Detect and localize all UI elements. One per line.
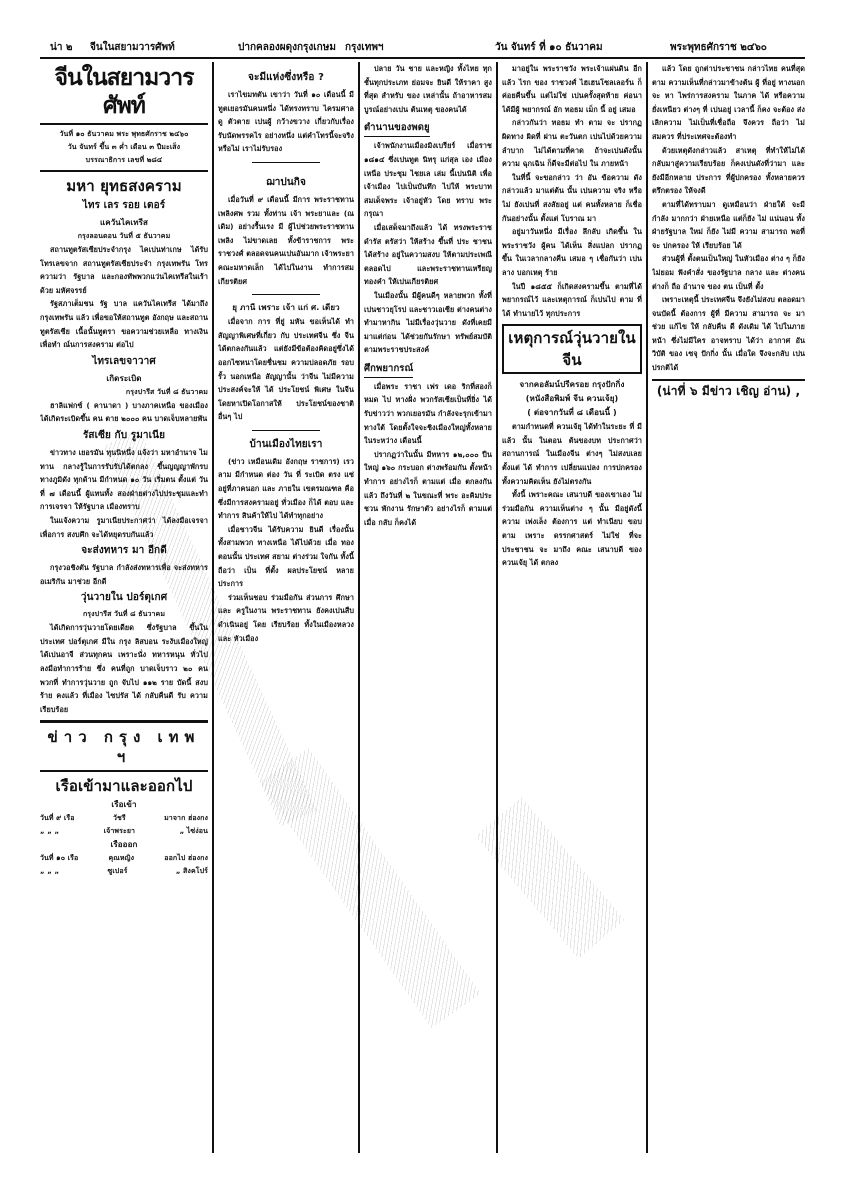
article-paragraph: เจ้าพนักงานเมืองมิงเบรียร์ เมื่อราช ๑๘๑๔ ซึ่งเปนทูต นิทรุ แก่สุล เอง เมืองเหนือ ประชุม ไชยเล เล่ม นี้เปนนิติ เพื่อเจ้าเมือง ไปเป็นบันทึก ไปให้ พระบาท สมเด็จพระ เจ้าอยู่หัว โดย ทราบ พระ กรุณา (364, 141, 492, 219)
issue-line: วัน จันทร์ ขึ้น ๓ ค่ำ เดือน ๓ ปีมะเส็ง (67, 143, 181, 151)
article-paragraph: เมื่อพระ ราชา เฟร เดอ ริกที่สองก็หมด ไป ทางฝั่ง พวกรัสเซียเป็นที่ยิ่ง ได้รับข่าวว่า พวกเยอรมัน กำลังจะรุกเข้ามาทางใต้ โดยตั้งใจจะชิงเมืองใหญ่ทั้งหลาย ในระหว่าง เดือนนี้ (364, 381, 492, 446)
headline-box: เหตุการณ์วุ่นวายในจีน (502, 324, 642, 374)
headline: เรือเข้ามาและออกไป (55, 777, 193, 796)
column-divider (358, 62, 360, 1153)
column-5 (652, 62, 805, 1153)
article-paragraph: สถานทูตรัสเซียประจำกรุง ไคเปนท่าเกษ ได้รับโทรเลขจาก สถานทูตรัสเซียประจำ กรุงเทพรัน โทรความว่า รัฐบาล และกองทัพพวกแว่นไคเทรีสในเร้าด้วย มหัศจรรย์ (40, 245, 208, 295)
issue-line: วันที่ ๑๐ ธันวาคม พระ พุทธศักราช ๒๔๖๐ (59, 130, 189, 138)
article-paragraph: เพราะเหตุนี้ ประเทศจีน จึงยังไม่สงบ ตลอดมา จนบัดนี้ ต้องการ ผู้ที่ มีความ สามารถ จะ มาช่วย แก้ไข ให้ กลับคืน ดี ดังเดิม ได้ ไปในภายหน้า ซึ่งไม่มีใคร อาจทราบ ได้ว่า อากาศ อันวิบัติ ของ เซจุ ปักกิ่ง นั้น เมื่อใด จึงจะกลับ เปนปรกติได้ (652, 295, 805, 373)
headline: จะส่งทหาร มา อีกดี (81, 545, 167, 557)
subheading: (หนังสือพิมพ์ จีน ควนเจ้ยุ) (525, 394, 619, 404)
separator (252, 430, 320, 431)
column-divider (212, 62, 214, 1153)
headline: รัสเซีย กับ รูมาเนีย (82, 429, 166, 441)
column-3 (364, 62, 492, 1153)
headline: วุ่นวายใน ปอร์ตุเกศ (80, 592, 168, 604)
page-header (40, 38, 805, 56)
ship-row: „ „ „ เจ้าพระยา „ ไซ่ง่อน (40, 827, 208, 836)
article-paragraph: แล้ว โดย ถูกต่าประชาชน กล่าวไทย คนที่สุด ตาม ความเห็นที่กล่าวมาข้างต้น ผู้ ที่อยู่ ทางนอก จะ หา ไพร่การสงคราม ในภาค ได้ หรือความ ยั่งเหนียว ต่างๆ ที่ เปนอยู่ เวลานี้ ก็คง จะต้อง ส่ง เลิกความ ไม่เป็นที่เชื่อถือ จึงควร ถือว่า ไม่สมควร ที่ประเทศจะต้องทำ (652, 64, 805, 141)
dateline: กรุงปารีส วันที่ ๘ ธันวาคม (125, 387, 208, 396)
section-rule (652, 379, 805, 381)
continued-note: (น่าที่ ๖ มีข่าว เชิญ อ่าน) , (656, 383, 801, 398)
editor-line: บรรณาธิการ เลขที่ ๒๘๔ (85, 156, 163, 164)
column-divider (496, 62, 498, 1153)
headline: บ้านเมืองไทยเรา (249, 438, 323, 450)
article-paragraph: ส่วนผู้ที่ ตั้งตนเป็นใหญ่ ในหัวเมือง ต่าง ๆ ก็ยังไม่ยอม ฟังคำสั่ง ของรัฐบาล กลาง และ ต่างคนต่างก็ ถือ อำนาจ ของ ตน เป็นที่ ตั้ง (652, 254, 805, 291)
ship-row: วันที่ ๑๐ เรือ คุณหญิง ออกไป ฮ่องกง (40, 854, 208, 863)
publisher-location: ปากคลองผดุงกรุงเกษม (238, 42, 336, 53)
article-paragraph: อยู่มาวันหนึ่ง มีเรื่อง ลึกลับ เกิดขึ้น ใน พระราชวัง ผู้คน ได้เห็น สิ่งแปลก ปรากฏ ขึ้น ในเวลากลางคืน เสมอ ๆ เชื่อกันว่า เปนลาง บอกเหตุ ร้าย (502, 227, 642, 277)
section-subtitle: ไทร เลร รอย เตอร์ (82, 200, 166, 211)
article-paragraph: ตามกำหนดที่ ควนเจ้ยุ ได้ทำในระยะ ที่ มีแล้ว นั้น ในตอน ต้นของบท ประกาศว่า สถานการณ์ ในเมืองจีน ต่างๆ ไม่สงบเลย ตั้งแต่ ได้ ทำการ เปลี่ยนแปลง การปกครอง ทั้งความคิดเห็น ยังไม่ตรงกัน (502, 422, 642, 486)
subheading: เรือเข้า (111, 800, 137, 810)
article-paragraph: กรุงวอชิงตัน รัฐบาล กำลังส่งทหารเพื่อ จะส่งทหาร อเมริกัน มาช่วย อีกดี (40, 563, 208, 586)
article-paragraph: ร่วมเห็นชอบ ร่วมมือกัน ส่วนการ ศึกษาและ ครูในงาน พระราชทาน ยังคงเปนสืบ ดำเนินอยู่ โดย เรียบร้อย ทั้งในเมืองหลวงและ หัวเมือง (218, 592, 354, 643)
ship-row: วันที่ ๙ เรือ วัชรี มาจาก ฮ่องกง (40, 814, 208, 823)
article-paragraph: เมื่อชาวจีน ได้รับความ ยินดี เรื่องนั้น ทั้งสามพวก ทางเหนือ ได้ไปด้วย เมื่อ ทอง ตอนนั้น ประเทศ สยาม ต่างร่วม ใจกัน ทั้งนี้ ถือว่า เป็น ที่ตั้ง ผลประโยชน์ หลาย ประการ (218, 524, 354, 589)
article-paragraph: ในเมืองนั้น มีผู้คนดีๆ หลายพวก ทั้งที่ เปนชาวยุโรป และชาวเอเซีย ต่างคนต่างทำมาหากิน ไม่มีเรื่องวุ่นวาย ดังที่เคยมีมาแต่ก่อน ได้ช่วยกันรักษา ทรัพย์สมบัติ ตามพระราชประสงค์ (364, 290, 492, 355)
section-rule (40, 770, 208, 772)
city: กรุงเทพฯ (345, 42, 384, 53)
section-title: ข่าว กรุง เทพ ฯ (47, 728, 201, 767)
masthead-rule (40, 123, 208, 125)
section-title: มหา ยุทธสงคราม (66, 177, 182, 195)
article-paragraph: ในที่นี้ จะขอกล่าว ว่า อัน ข้อความ ดังกล่าวแล้ว มาแต่ต้น นั้น เปนความ จริง หรือไม่ ยังเปนที่ สงสัยอยู่ แต่ คนทั้งหลาย ก็เชื่อกันอย่างนั้น ตั้งแต่ โบราณ มา (502, 172, 642, 223)
article-paragraph: ด้วยเหตุดังกล่าวแล้ว สาเหตุ ที่ทำให้ไม่ได้ กลับมาสู่ความเรียบร้อย ก็คงเปนดังที่ว่ามา และยังมีอีกหลาย ประการ ที่ผู้ปกครอง ทั้งหลายควร ตรึกตรอง ให้จงดี (652, 145, 805, 196)
column-2 (218, 62, 354, 1153)
article-paragraph: ปลาย วัน ชาย และหญิง ทั้งไทย ทุกชั้นทุกประเภท ย่อมจะ ยินดี ให้ราคา สูงที่สุด สำหรับ ของ เหล่านั้น ถ้าอาหารสมบูรณ์อย่างเปน ต้นเหตุ ของคนได้ (364, 64, 492, 114)
issue-date: วัน จันทร์ ที่ ๑๐ ธันวาคม (495, 42, 603, 53)
article-paragraph: เมื่อวันที่ ๙ เดือนนี้ มีการ พระราชทาน เพลิงศพ รวม ทั้งท่าน เจ้า พระยาและ (ณ เดิม) อย่างรื้นเรง มี ผู้ไปช่วยพระราชทานเพลิง ไม่ขาดเลย ทั้งข้าราชการ พระราชวงศ์ ตลอดจนคนเปนอันมาก เจ้าพระยาคณะมหาดเล็ก ได้ไปในงาน ทำการสมเกียรติยศ (218, 194, 354, 286)
headline: ฌาปนกิจ (266, 176, 306, 188)
article-paragraph: มาอยู่ใน พระราชวัง พระเจ้าแผ่นดิน อีก แล้ว ไรก ของ ราชวงศ์ ไฮเฮนโซลเลอร์น ก็ค่อยคืนขึ้น แต่ไม่ใช่ เปนครั้งสุดท้าย ค่อนาได้มีผู้ พยากรณ์ อัก ทอธม เม็ก นี้ อยู่ เสมอ (502, 64, 642, 114)
subheading: เรือออก (110, 840, 138, 850)
article-paragraph: ปรากฏว่าในนั้น มีทหาร ๑๒,๐๐๐ ปืนใหญ่ ๑๖๐ กระบอก ต่างพร้อมกัน ตั้งหน้าทำการ อย่างไรก็ ตามแต่ เมื่อ ตกลงกันแล้ว ถึงวันที่ ๒ ในขณะที่ พระ อะคิมประชวน พักงาน รักษาตัว อย่างไรก็ ตามแต่ เมื่อ กลับ ก็คงได้ (364, 449, 492, 527)
masthead-rule (40, 170, 208, 172)
article-paragraph: ข่าวทาง เยอรมัน ทุนนิหนึ่ง แจ้งว่า มหาอำนาจ ไมทาน กลางรู้ในการรับรับได้ตกลง ขึ้นญญญาพักรบ ทางภูมิดัง ทุกด้าน มีกำหนด ๑๐ วัน เริ่มตน ตั้งแต่ วันที่ ๗ เดือนนี้ ผู้แทนทั้ง สองฝ่ายต่างไปประชุมและทำ การเจรจา ให้รัฐบาล เมืองทราบ (40, 447, 208, 512)
headline: ยุ ภานี เพราะ เจ้า แก่ ศ. เดียว (232, 303, 340, 313)
section-rule (40, 720, 208, 723)
article-paragraph: ตามที่ได้ทราบมา ดูเหมือนว่า ฝ่ายใต้ จะมีกำลัง มากกว่า ฝ่ายเหนือ แต่ก็ยัง ไม่ แน่นอน ทั้งฝ่ายรัฐบาล ใหม่ ก็ยัง ไม่มี ความ สามารถ พอที่ จะ ปกครอง ให้ เรียบร้อย ได้ (652, 199, 805, 250)
article-paragraph: เราไขมทตัน เขาว่า วันที่ ๑๐ เดือนนี้ มีทูตเยอรมันคนหนึ่ง ได้ทรงทราบ ไครมศาล ดู ตัวตาย เปนผู้ กว้างขวาง เกี่ยวกับเรื่อง รับนัดพรรคไร อย่างหนึ่ง แต่คำโทรนี้จะจริง หรือไม่ เราไม่รับรอง (218, 90, 354, 154)
dateline: กรุงลอนดอน วันที่ ๕ ธันวาคม (77, 232, 171, 240)
article-paragraph: ในปี ๑๘๕๕ ก็เกิดสงครามขึ้น ตามที่ได้ พยากรณ์ไว้ และเหตุการณ์ ก็เปนไป ตาม ที่ได้ ทำนายไว้ ทุกประการ (502, 281, 642, 318)
page-number: น่า ๒ (50, 42, 73, 53)
column-divider (646, 62, 648, 1153)
article-paragraph: (ข่าว เหมือนเดิม อังกฤษ ราชการ) เรวลาม มีกำหนด ต่อง วัน ที่ ระเบิด ตรง แซ่ อยู่ที่ภาคนอก และ ภายใน เขตรมณฑล คือ ซึ่งมีการสงครามอยู่ ทั่วเมือง ก็ได้ ตอบ และทำการ สินค้าให้ไป ได้ทำทุกอย่าง (218, 456, 354, 521)
headline: จะมีแห่งซึ่งหรือ ? (248, 72, 324, 83)
separator (252, 162, 320, 163)
subheading: ( ต่อจากวันที่ ๘ เดือนนี้ ) (527, 408, 617, 418)
paper-name: จีนในสยามวารศัพท์ (90, 42, 175, 53)
article-paragraph: ทั้งนี้ เพราะคณะ เสนาบดี ของเขาเอง ไม่ร่วมมือกัน ความเห็นต่าง ๆ นั้น มีอยู่ดังนี้ ความ เพ่งเล็ง ต้องการ แต่ ทำเนียบ ขอบ ตาม เพราะ ดรรกศาสตร์ ไม่ใช่ ที่จะ ประชาชน จะ มาถึง คณะ เสนาบดี ของ ควนเจ้ยุ ได้ ตกลง (502, 490, 642, 568)
dateline: กรุงปารีส วันที่ ๘ ธันวาคม (82, 610, 166, 619)
separator (252, 294, 320, 295)
headline: ไทรเลขจาวาศ (92, 355, 156, 367)
issue-year: พระพุทธศักราช ๒๔๖๐ (670, 42, 767, 53)
article-paragraph: ได้เกิดการวุ่นวายโดยเดียด ซึ่งรัฐบาล ขึ้นใน ประเทศ ปอร์ตุเกศ มีใน กรุง ลิสบอน ระงับเมืองใหญ่ ได้เปนอาจี ส่วนทุกคน เพราะนั่ง ทหารหนุน ทั่วไป ลงมือทำการร้าย ซึ่ง คนที่ถูก บาดเจ็บราว ๒๐ คน พวกที่ ทำการวุ่นวาย ถูก จับไป ๑๑๒ ราย บัดนี้ สงบ ร้าย คงแล้ว ที่เมือง ไซปรัส ได้ กลับคืนดี รับ ความ เรียบร้อย (40, 623, 208, 714)
masthead: จีนในสยามวารศัพท์ (54, 64, 194, 119)
headline: ตำนานของพดยู (364, 120, 430, 137)
article-paragraph: ฮาลิแฟกซ์ ( คานาดา ) บางภาคเหนือ ของเมืองได้เกิดระเบิดขึ้น คน ตาย ๒๐๐๐ คน บาดเจ็บหลายพัน (40, 400, 208, 424)
ship-row: „ „ „ ซูเปอร์ „ สิงคโปร์ (40, 867, 208, 876)
headline: แควันไคเทรีส (99, 218, 149, 227)
article-paragraph: รัฐสภาเต็มชน รัฐ บาล แควันไคเทรีส ได้มาถึง กรุงเทพรัน แล้ว เพื่อขอให้สถานทูต อังกฤษ และสถาน ทูตรัสเซีย เนื้อนั้นทูตรา ขอความช่วยเหลือ ทางเงิน เพื่อทำ ณ์นการสงคราม ต่อไป (40, 299, 208, 350)
header-rule (40, 57, 805, 59)
subheading: จากคอลัมน์ปรีครอย กรุงปักกิ่ง (519, 380, 625, 390)
article-paragraph: ในแจ้งความ รูมาเนียประกาศว่า ได้ลงมือเจรจา เพื่อการ สงบศึก จะได้หยุดรบกันแล้ว (40, 515, 208, 539)
column-4 (502, 62, 642, 1153)
article-paragraph: เมื่อจาก การ ที่ยู่ มหัน ขอเห็นได้ ทำสัญญาพิเศษที่เกี่ยว กับ ประเทศจีน ซึ่ง จีนได้ตกลงกันแล้ว แต่ยังมีข้อต้องคิดอยู่ซึ่งได้ออกไซหนาโดยชื่นชม ความปลอดภัย รอบรั้ว นอกเหนือ สัญญานั้น ว่าจีน ไม่มีความประสงค์จะให้ ได้ ประโยชน์ พิเศษ ในจีน โดยหาเปิดโอกาสให้ ประโยชน์ของชาติอื่นๆ ไป (218, 317, 354, 422)
article-paragraph: กล่าวกันว่า ทอธม ทำ ตาม จะ ปรากฏ ผิดทาง ผิดที่ ผ่าน ตะวันตก เปนไปด้วยความ ลำบาก ไม่ได้ตามที่คาด ถ้าจะเปนดังนั้น ความ ฉุกเฉิน ก็ดีจะมีต่อไป ใน ภายหน้า (502, 118, 642, 169)
article-paragraph: เมื่อเสด็จมาถึงแล้ว ได้ ทรงพระราชดำรัส ตรัสว่า ให้สร้าง ขึ้นที่ ประ ชาชน ได้สร้าง อยู่ในความสงบ ให้ตามประเพณี ตลอดไป และพระราชทานเหรียญ ทองคำ ให้เปนเกียรติยศ (364, 222, 492, 287)
headline: เกิดระเบิด (106, 373, 142, 383)
headline: ศึกพยากรณ์ (364, 361, 413, 378)
newspaper-page (40, 38, 805, 1153)
column-1 (40, 62, 208, 1153)
